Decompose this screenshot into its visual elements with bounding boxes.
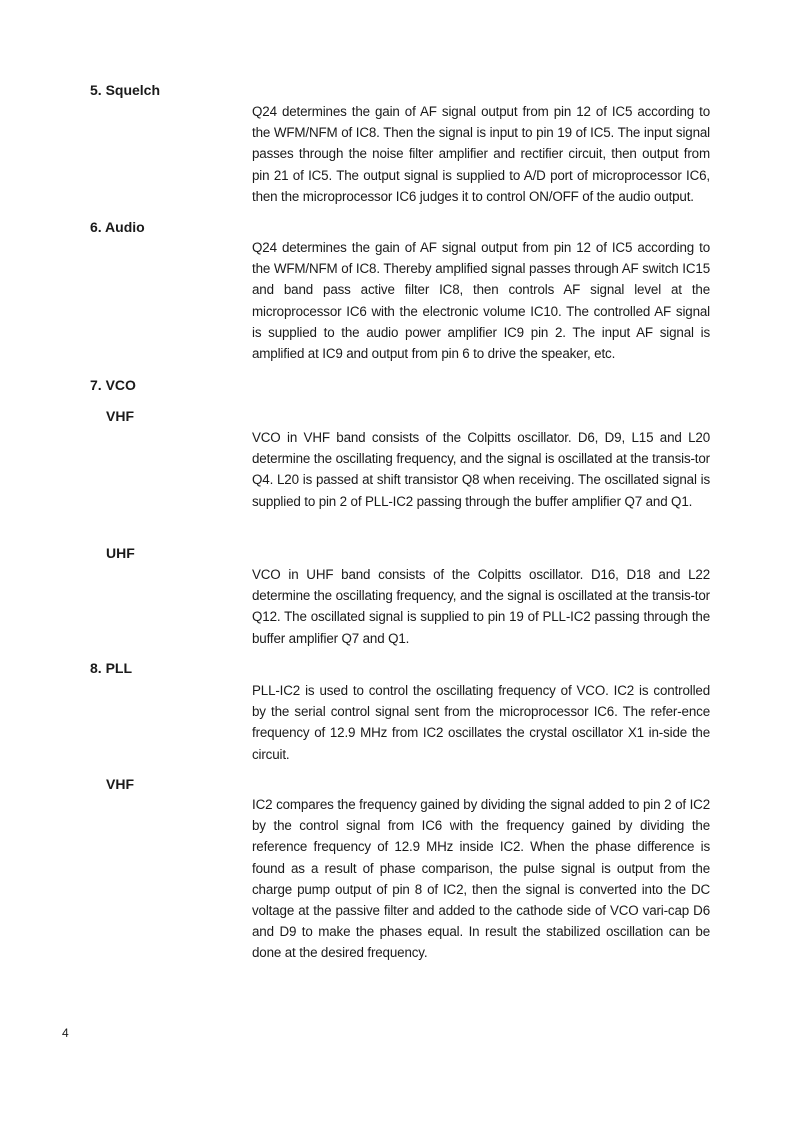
subsection-paragraph-vco-uhf: VCO in UHF band consists of the Colpitts oscillator. D16, D18 and L22 determine the oscillating frequency, and the signal is oscillated at the transis-tor Q12. The oscillated signal is supplied to pin 19 of PLL-IC2 passing through the buffer amplifier Q7 and Q1. bbox=[252, 567, 710, 646]
section-paragraph-audio: Q24 determines the gain of AF signal output from pin 12 of IC5 according to the WFM/NFM of IC8. Thereby amplified signal passes through AF switch IC15 and band pass active filter IC8, then controls AF signal level at the microprocessor IC6 with the electronic volume IC10. The controlled AF signal is supplied to the audio power amplifier IC9 pin 2. The input AF signal is amplified at IC9 and output from pin 6 to drive the speaker, etc. bbox=[252, 240, 710, 362]
section-paragraph-pll: PLL-IC2 is used to control the oscillating frequency of VCO. IC2 is controlled by the serial control signal sent from the microprocessor IC6. The refer-ence frequency of 12.9 MHz from IC2 oscillates the crystal oscillator X1 in-side the circuit. bbox=[252, 683, 710, 762]
section-heading-pll: 8. PLL bbox=[90, 660, 133, 676]
section-paragraph-squelch: Q24 determines the gain of AF signal output from pin 12 of IC5 according to the WFM/NFM of IC8. Then the signal is input to pin 19 of IC5. The input signal passes through the noise filter amplifier and rectifier circuit, then output from pin 21 of IC5. The output signal is supplied to A/D port of microprocessor IC6, then the microprocessor IC6 judges it to control ON/OFF of the audio output. bbox=[252, 104, 710, 204]
subsection-heading-pll-vhf: VHF bbox=[106, 776, 134, 792]
subsection-heading-vco-vhf: VHF bbox=[106, 408, 134, 424]
subsection-heading-vco-uhf: UHF bbox=[106, 545, 135, 561]
section-heading-vco: 7. VCO bbox=[90, 377, 136, 393]
subsection-paragraph-vco-vhf: VCO in VHF band consists of the Colpitts oscillator. D6, D9, L15 and L20 determine the oscillating frequency, and the signal is oscillated at the transis-tor Q4. L20 is passed at shift transistor Q8 when receiving. The oscillated signal is supplied to pin 2 of PLL-IC2 passing through the buffer amplifier Q7 and Q1. bbox=[252, 430, 710, 509]
subsection-paragraph-pll-vhf: IC2 compares the frequency gained by dividing the signal added to pin 2 of IC2 by the control signal from IC6 with the frequency gained by dividing the reference frequency of 12.9 MHz inside IC2. When the phase difference is found as a result of phase comparison, the pulse signal is output from the charge pump output of pin 8 of IC2, then the signal is converted into the DC voltage at the passive filter and added to the cathode side of VCO vari-cap D6 and D9 to make the phases equal. In result the stabilized oscillation can be done at the desired frequency. bbox=[252, 797, 710, 961]
page-number: 4 bbox=[62, 1026, 69, 1040]
section-heading-squelch: 5. Squelch bbox=[90, 82, 161, 98]
section-heading-audio: 6. Audio bbox=[90, 219, 145, 235]
